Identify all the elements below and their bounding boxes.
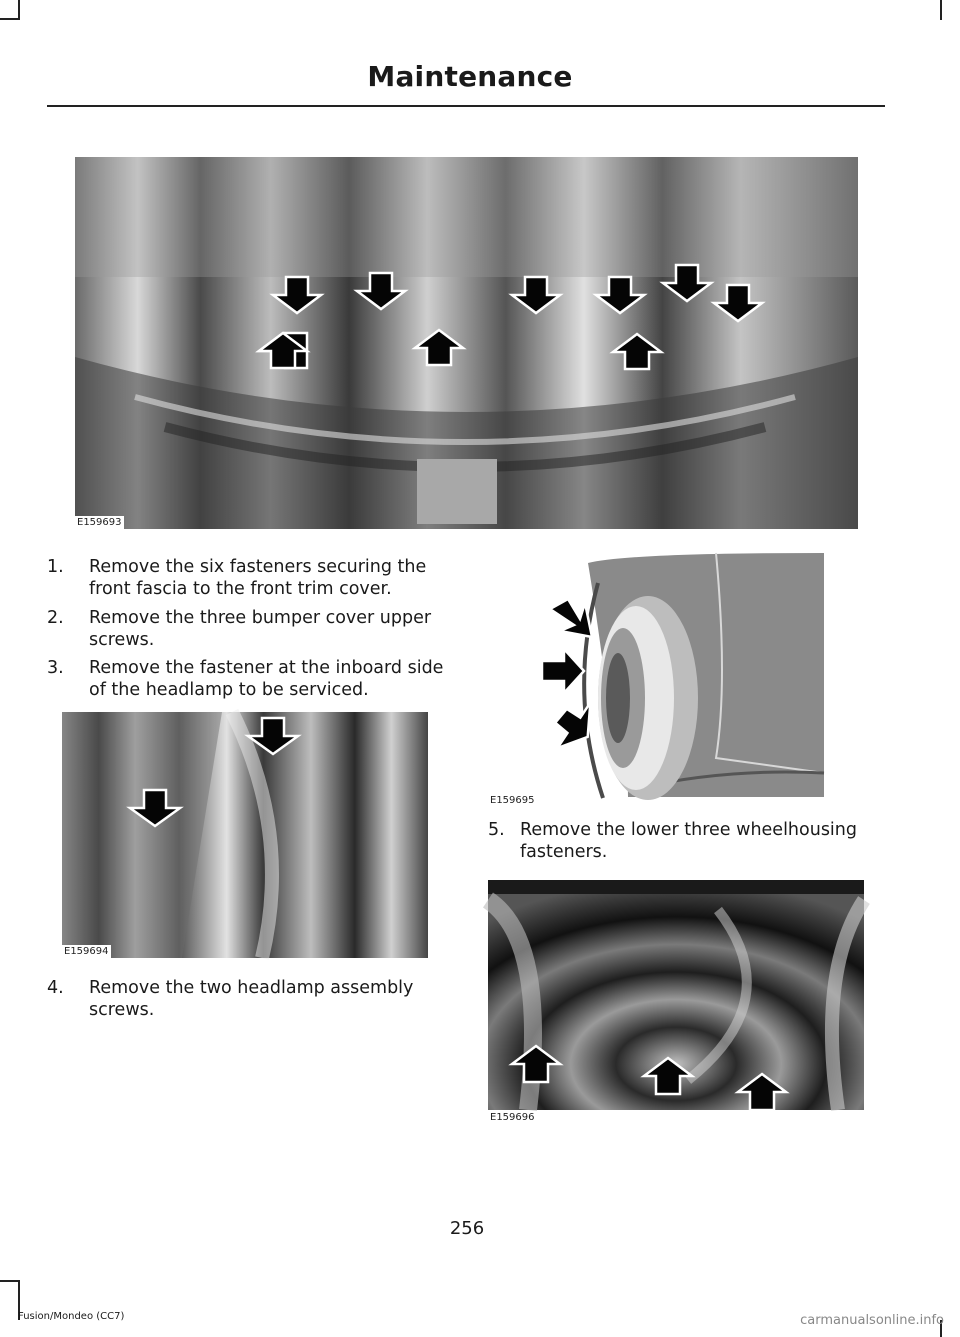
- step-text: Remove the fastener at the inboard side of the headlamp to be serviced.: [89, 658, 444, 700]
- step-number: 5.: [488, 820, 505, 840]
- page-title: Maintenance: [367, 60, 573, 93]
- crop-mark-top-right-v: [940, 0, 942, 20]
- footer-watermark: carmanualsonline.info: [800, 1313, 944, 1328]
- step-text: Remove the three bumper cover upper screws.: [89, 608, 432, 650]
- step-text: Remove the two headlamp assembly screws.: [89, 978, 414, 1020]
- step-5: [488, 819, 888, 863]
- figure-headlamp-inboard-illustration: [62, 712, 428, 958]
- step-2: [47, 607, 452, 651]
- step-1: [47, 556, 452, 600]
- footer-model: Fusion/Mondeo (CC7): [18, 1311, 125, 1322]
- figure-id-label: E159695: [490, 795, 535, 806]
- step-number: 3.: [47, 658, 64, 678]
- step-number: 4.: [47, 978, 64, 998]
- step-3: [47, 657, 452, 701]
- figure-wheelhousing-side-illustration: [488, 553, 824, 805]
- crop-mark-top-left-v: [18, 0, 20, 20]
- step-number: 2.: [47, 608, 64, 628]
- figure-front-fascia: [75, 157, 858, 529]
- figure-id-label: E159693: [77, 517, 122, 528]
- step-4: [47, 977, 452, 1021]
- figure-front-fascia-illustration: [75, 157, 858, 529]
- figure-lower-wheelhousing-illustration: [488, 880, 864, 1110]
- figure-id-label: E159696: [490, 1112, 535, 1123]
- step-text: Remove the lower three wheelhousing fasteners.: [520, 820, 857, 862]
- figure-id-label: E159694: [64, 946, 109, 957]
- figure-lower-wheelhousing: [488, 880, 864, 1123]
- step-number: 1.: [47, 557, 64, 577]
- figure-wheelhousing-side: [488, 553, 824, 805]
- figure-headlamp-inboard: [62, 712, 428, 958]
- step-text: Remove the six fasteners securing the front fascia to the front trim cover.: [89, 557, 427, 599]
- crop-mark-bottom-left-h: [0, 1280, 20, 1282]
- crop-mark-top-left-h: [0, 18, 20, 20]
- header-divider: [47, 105, 885, 107]
- page-number: 256: [449, 1218, 485, 1239]
